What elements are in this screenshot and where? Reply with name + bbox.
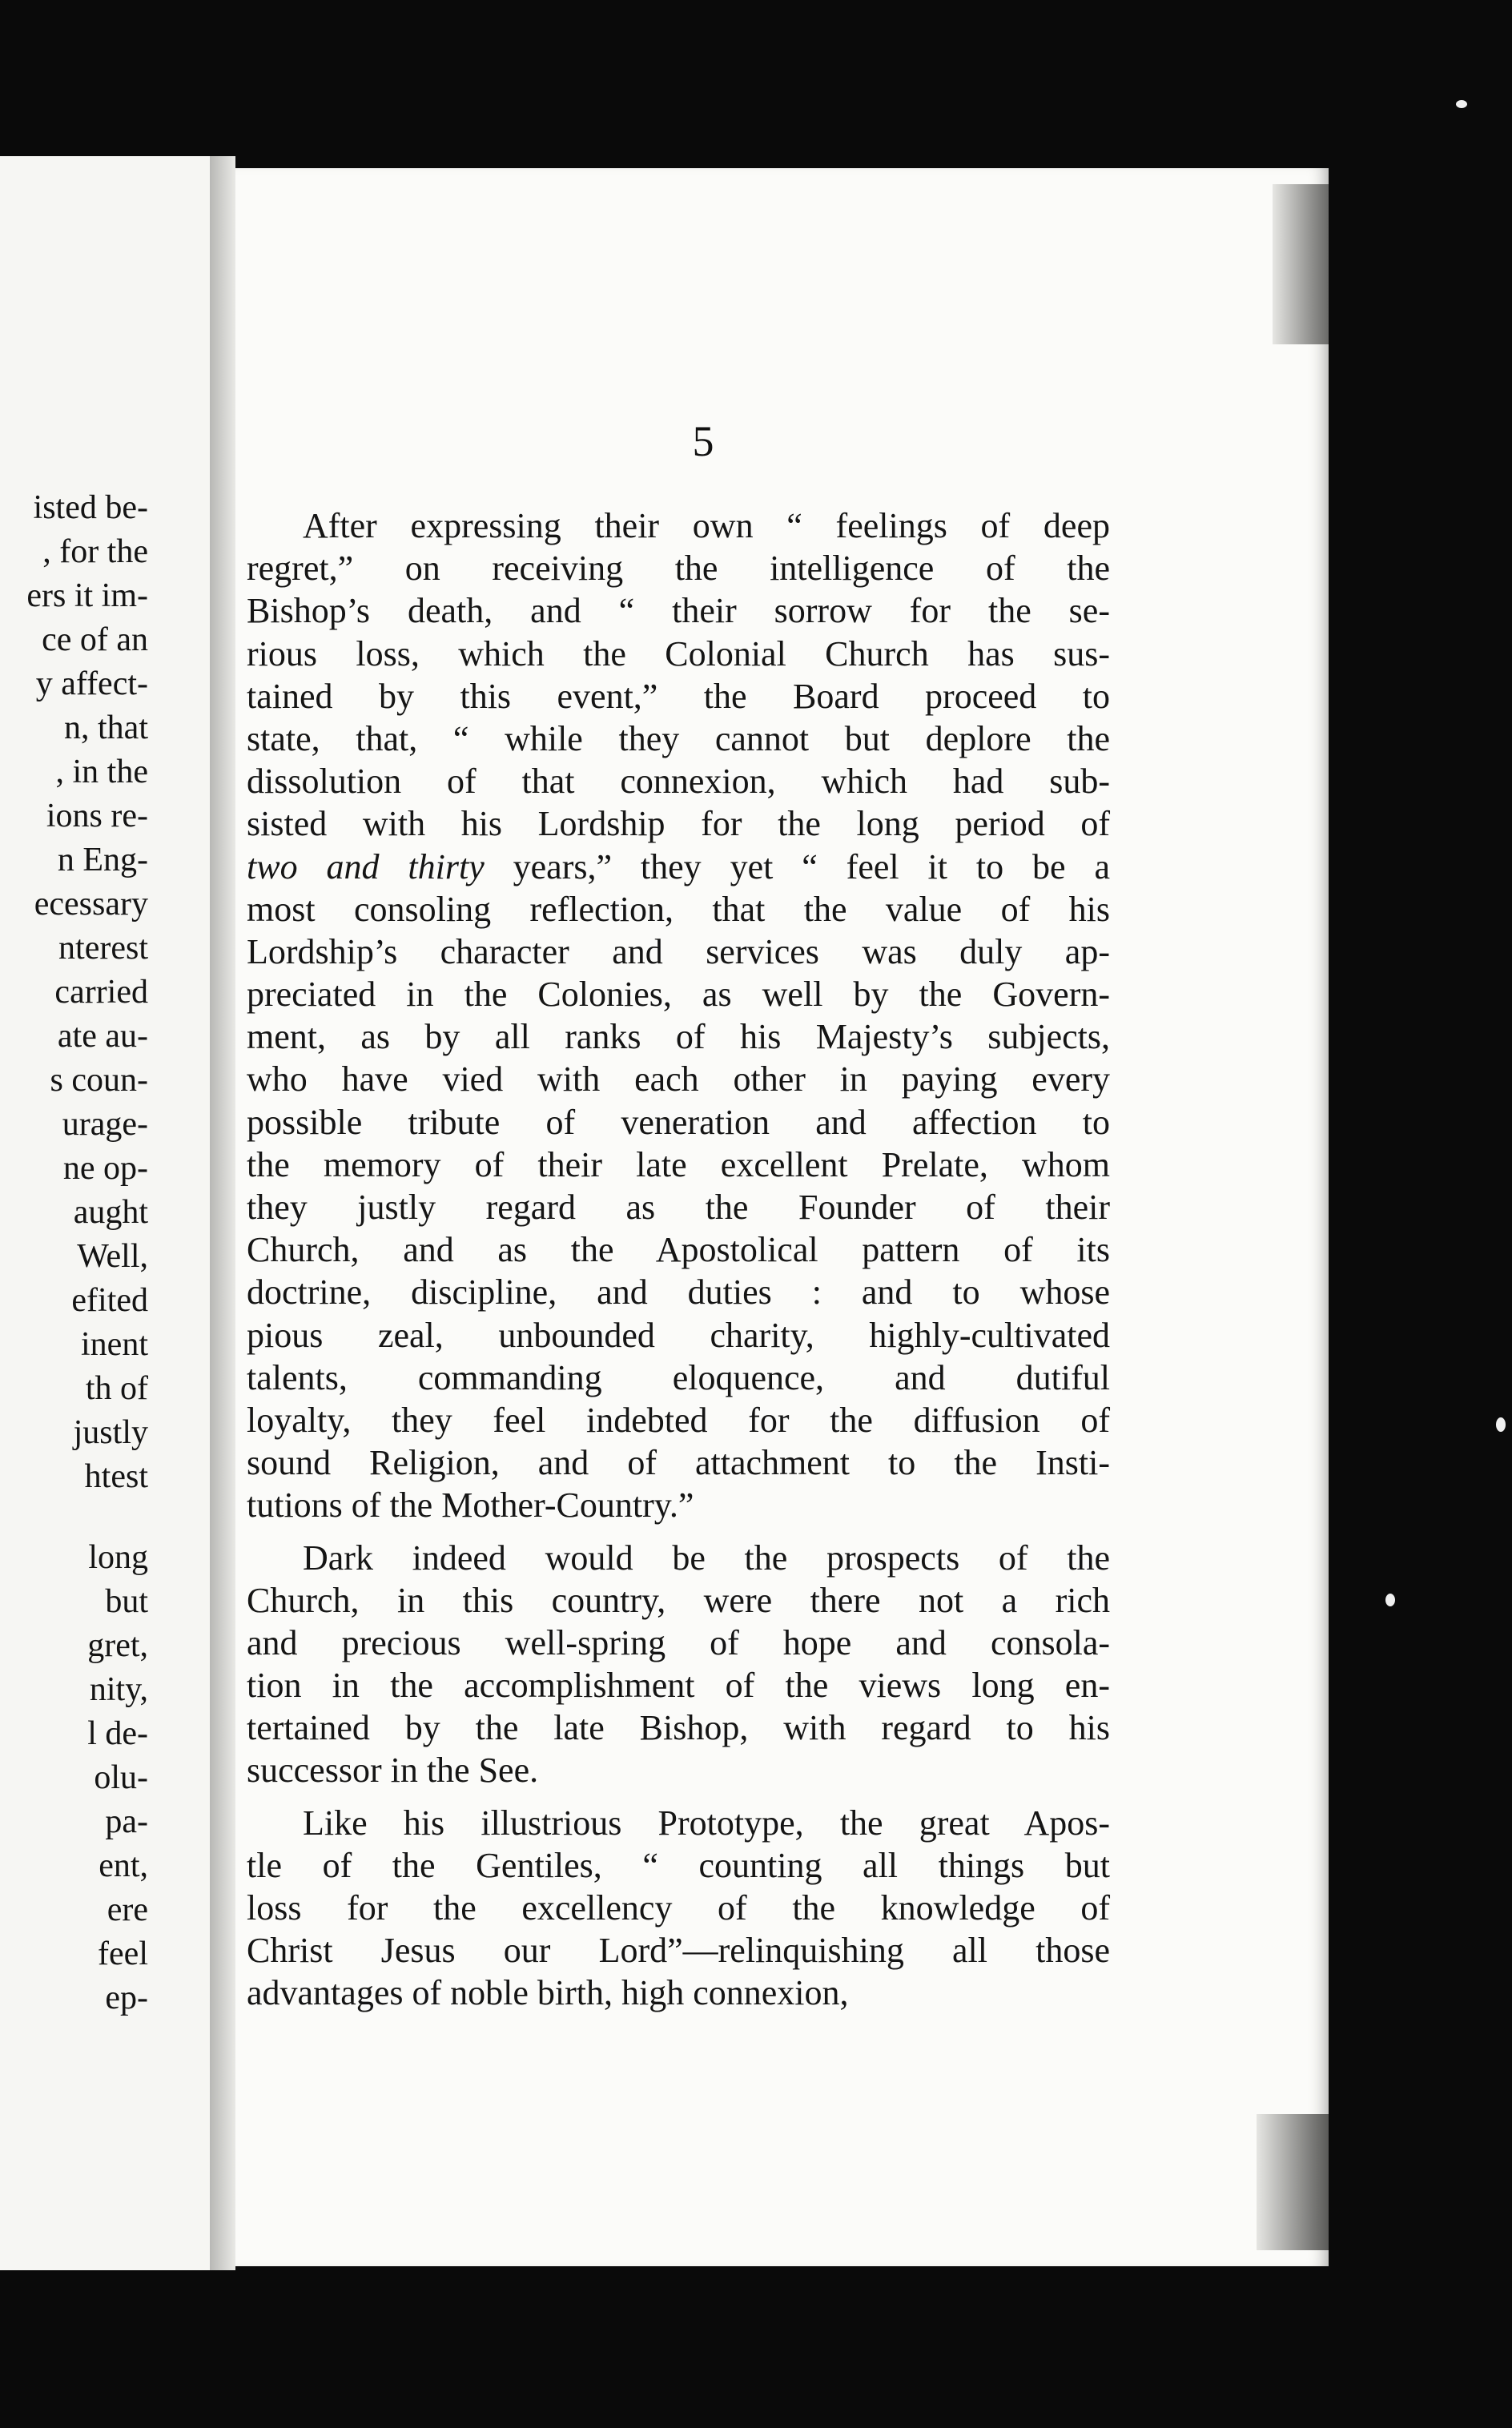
- left-page-fragment: ere: [107, 1891, 148, 1928]
- page-body-text: [247, 504, 1110, 2015]
- text-line: they justly regard as the Founder of their: [247, 1188, 1110, 1227]
- left-page-fragment: n, that: [64, 710, 148, 746]
- left-page-fragment: inent: [81, 1326, 148, 1363]
- text-line: Church, and as the Apostolical pattern of its: [247, 1230, 1110, 1270]
- left-page-fragment: nity,: [89, 1671, 148, 1708]
- left-page-fragment: ne op-: [62, 1150, 148, 1187]
- text-line: sound Religion, and of attachment to the Insti-: [247, 1443, 1110, 1483]
- left-page-fragment: , in the: [55, 754, 148, 790]
- scan-speck: [1385, 1594, 1395, 1606]
- left-page-text-fragments: [0, 156, 204, 2270]
- text-line: loss for the excellency of the knowledge of: [247, 1888, 1110, 1928]
- text-line: and precious well-spring of hope and consola-: [247, 1622, 1110, 1662]
- text-line: Bishop’s death, and “ their sorrow for the se-: [247, 591, 1110, 631]
- left-page-fragment: ce of an: [42, 621, 148, 658]
- left-page-fragment: htest: [84, 1458, 148, 1495]
- book-gutter: [210, 156, 235, 2270]
- left-page-fragment: ers it im-: [26, 577, 148, 614]
- scan-speck: [1496, 1417, 1506, 1432]
- left-page-fragment: y affect-: [35, 665, 148, 702]
- text-line: [247, 846, 1110, 888]
- left-page-fragment: urage-: [62, 1106, 148, 1143]
- text-line: successor in the See.: [247, 1751, 539, 1791]
- text-line: tertained by the late Bishop, with regard to his: [247, 1708, 1110, 1748]
- left-page-fragment: ent,: [99, 1847, 148, 1884]
- text-line: tutions of the Mother-Country.”: [247, 1485, 694, 1526]
- left-facing-page: [0, 156, 215, 2270]
- left-page-fragment: long: [88, 1539, 148, 1576]
- paragraph: [247, 1537, 1110, 1792]
- left-page-fragment: th of: [85, 1370, 148, 1407]
- left-page-fragment: nterest: [58, 930, 148, 967]
- left-page-fragment: pa-: [105, 1803, 148, 1840]
- text-line: ment, as by all ranks of his Majesty’s subjects,: [247, 1017, 1110, 1057]
- main-page: [235, 168, 1329, 2266]
- text-line: Church, in this country, were there not a rich: [247, 1580, 1110, 1620]
- text-line: possible tribute of veneration and affection to: [247, 1102, 1110, 1142]
- left-page-fragment: ions re-: [46, 798, 148, 834]
- left-page-fragment: , for the: [42, 533, 148, 570]
- page-number: 5: [692, 417, 714, 465]
- paragraph-gap: [247, 1792, 1110, 1802]
- text-line: dissolution of that connexion, which had sub-: [247, 762, 1110, 802]
- text-line: tained by this event,” the Board proceed to: [247, 676, 1110, 716]
- text-line: loyalty, they feel indebted for the diffusion of: [247, 1400, 1110, 1440]
- left-page-fragment: ecessary: [34, 886, 148, 923]
- paragraph: [247, 1802, 1110, 2015]
- left-page-fragment: l de-: [87, 1715, 148, 1752]
- paragraph: [247, 504, 1110, 1527]
- left-page-fragment: olu-: [94, 1759, 148, 1796]
- text-line: pious zeal, unbounded charity, highly-cultivated: [247, 1315, 1110, 1355]
- text-line: preciated in the Colonies, as well by the Govern-: [247, 975, 1110, 1015]
- text-line: tion in the accomplishment of the views long en-: [247, 1666, 1110, 1706]
- text-line: Like his illustrious Prototype, the great Apos-: [303, 1803, 1110, 1843]
- italic-phrase: two and thirty: [247, 846, 485, 886]
- text-line: the memory of their late excellent Prelate, whom: [247, 1144, 1110, 1184]
- left-page-fragment: isted be-: [33, 489, 148, 526]
- text-line: rious loss, which the Colonial Church has sus-: [247, 633, 1110, 673]
- scan-speck: [1456, 100, 1467, 108]
- left-page-fragment: justly: [73, 1414, 148, 1451]
- left-page-fragment: Well,: [77, 1238, 148, 1275]
- left-page-fragment: ate au-: [57, 1018, 148, 1055]
- left-page-fragment: ep-: [105, 1980, 148, 2016]
- text-line: After expressing their own “ feelings of deep: [303, 506, 1110, 545]
- left-page-fragment: carried: [54, 974, 148, 1011]
- text-run: years,” they yet “ feel it to be a: [484, 846, 1110, 886]
- text-line: Christ Jesus our Lord”—relinquishing all those: [247, 1931, 1110, 1971]
- text-line: talents, commanding eloquence, and dutiful: [247, 1357, 1110, 1397]
- left-page-fragment: aught: [73, 1194, 148, 1231]
- left-page-fragment: efited: [71, 1282, 148, 1319]
- text-line: Lordship’s character and services was duly ap-: [247, 931, 1110, 971]
- paragraph-gap: [247, 1527, 1110, 1537]
- left-page-fragment: feel: [98, 1936, 148, 1972]
- text-line: tle of the Gentiles, “ counting all things but: [247, 1845, 1110, 1885]
- left-page-fragment: s coun-: [50, 1062, 148, 1099]
- left-page-fragment: n Eng-: [57, 842, 148, 878]
- left-page-fragment: but: [105, 1583, 148, 1620]
- text-line: doctrine, discipline, and duties : and to whose: [247, 1272, 1110, 1312]
- text-line: advantages of noble birth, high connexion,: [247, 1973, 849, 2013]
- text-line: who have vied with each other in paying every: [247, 1059, 1110, 1099]
- text-line: Dark indeed would be the prospects of the: [303, 1538, 1110, 1578]
- text-line: sisted with his Lordship for the long period of: [247, 804, 1110, 844]
- text-line: regret,” on receiving the intelligence of the: [247, 549, 1110, 589]
- text-line: state, that, “ while they cannot but deplore the: [247, 718, 1110, 758]
- page-curl-top: [1273, 184, 1329, 344]
- page-curl-bottom: [1257, 2114, 1329, 2250]
- text-line: most consoling reflection, that the value of his: [247, 889, 1110, 929]
- left-page-fragment: gret,: [87, 1627, 148, 1664]
